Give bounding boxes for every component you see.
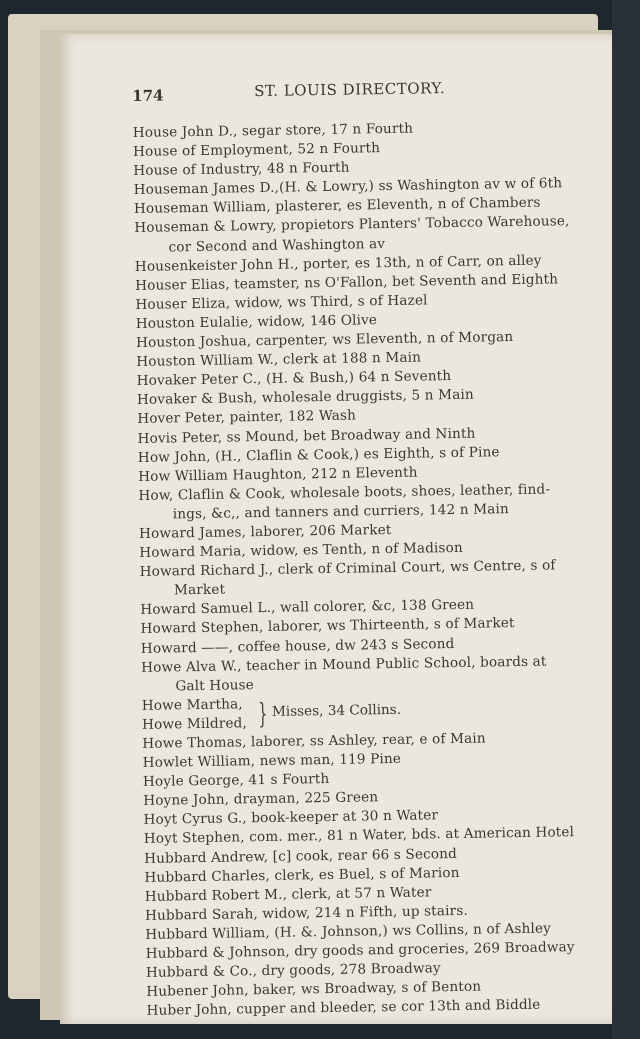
scan-background xyxy=(612,0,640,1039)
entry-text: Howe Thomas, laborer, ss Ashley, rear, e of Main xyxy=(142,730,486,752)
entry-text: Hubbard William, (H. &. Johnson,) ws Collins, n of Ashley xyxy=(145,920,552,943)
entry-text: Houston Eulalie, widow, 146 Olive xyxy=(135,312,378,332)
entry-text: Hubbard & Co., dry goods, 278 Broadway xyxy=(145,960,441,982)
entry-text: Hover Peter, painter, 182 Wash xyxy=(137,407,357,428)
entry-text: Hubbard Robert M., clerk, at 57 n Water xyxy=(144,884,432,905)
entry-text: Huber John, cupper and bleeder, se cor 13th and Biddle xyxy=(146,997,541,1020)
entry-text: Hubbard & Johnson, dry goods and groceries, 269 Broadway xyxy=(145,939,575,962)
entry-text: Howard Stephen, laborer, ws Thirteenth, s of Market xyxy=(140,615,515,638)
entry-text: Housenkeister John H., porter, es 13th, n of Carr, on alley xyxy=(134,252,542,275)
entry-list-top xyxy=(133,117,612,697)
page-content xyxy=(132,77,617,1022)
brace: } xyxy=(258,696,268,730)
entry-continuation: Market xyxy=(173,581,226,599)
entry-text: Hovaker & Bush, wholesale druggists, 5 n Main xyxy=(136,386,474,409)
entry-continuation: ings, &c,, and tanners and curriers, 142 n Main xyxy=(172,501,510,523)
entry-address: Misses, 34 Collins. xyxy=(271,701,402,720)
entry-continuation: cor Second and Washington av xyxy=(168,235,386,256)
page-title: ST. LOUIS DIRECTORY. xyxy=(253,79,446,101)
entry-text: House John D., segar store, 17 n Fourth xyxy=(132,120,414,141)
page-header xyxy=(132,77,603,124)
entry-text: Hoyle George, 41 s Fourth xyxy=(142,771,330,791)
entry-text: Hovaker Peter C., (H. & Bush,) 64 n Seventh xyxy=(136,368,452,390)
entry-text: Hubbard Sarah, widow, 214 n Fifth, up stairs. xyxy=(144,902,468,924)
entry-list-bottom xyxy=(142,728,616,1022)
page-number: 174 xyxy=(132,86,164,105)
entry-text: Hoyt Stephen, com. mer., 81 n Water, bds. at American Hotel xyxy=(143,824,575,848)
entry-text: Houser Elias, teamster, ns O'Fallon, bet Seventh and Eighth xyxy=(135,271,559,294)
entry-text: House of Industry, 48 n Fourth xyxy=(133,159,350,180)
entry-text: Hoyt Cyrus G., book-keeper at 30 n Water xyxy=(143,807,439,829)
entry-text: Hubener John, baker, ws Broadway, s of Benton xyxy=(146,978,482,1001)
entry-text: Hubbard Charles, clerk, es Buel, s of Marion xyxy=(144,864,460,886)
entry-text: Howard Samuel L., wall colorer, &c, 138 Green xyxy=(140,597,475,619)
entry-text: How William Haughton, 212 n Eleventh xyxy=(138,464,418,485)
entry-text: Howard ——, coffee house, dw 243 s Second xyxy=(140,635,455,657)
entry-text: Howard Maria, widow, es Tenth, n of Madison xyxy=(139,539,463,562)
entry-text: Houston William W., clerk at 188 n Main xyxy=(136,349,422,371)
entry-text: Howard Richard J., clerk of Criminal Court, ws Centre, s of xyxy=(139,557,556,581)
entry-text: Houston Joshua, carpenter, ws Eleventh, n of Morgan xyxy=(135,329,514,351)
entry-text: House of Employment, 52 n Fourth xyxy=(132,140,381,161)
entry-text: Howe Alva W., teacher in Mound Public School, boards at xyxy=(141,653,547,676)
misses-group xyxy=(142,689,613,735)
entry-text: Hovis Peter, ss Mound, bet Broadway and Ninth xyxy=(137,425,476,447)
entry-text: Howard James, laborer, 206 Market xyxy=(138,521,392,542)
entry-text: Houser Eliza, widow, ws Third, s of Hazel xyxy=(135,292,428,313)
entry-continuation: Galt House xyxy=(175,676,255,695)
entry-text: Houseman & Lowry, propietors Planters' Tobacco Warehouse, xyxy=(134,213,570,237)
entry-text: Hoyne John, drayman, 225 Green xyxy=(143,789,379,810)
entry-text: How John, (H., Claflin & Cook,) es Eighth, s of Pine xyxy=(137,443,500,466)
entry-text: Hubbard Andrew, [c] cook, rear 66 s Second xyxy=(144,845,458,867)
entry-text: Houseman James D.,(H. & Lowry,) ss Washington av w of 6th xyxy=(133,175,563,199)
entry-text: Howlet William, news man, 119 Pine xyxy=(142,750,402,772)
entry-text: How, Claflin & Cook, wholesale boots, shoes, leather, find- xyxy=(138,481,551,504)
entry-name: Howe Martha, xyxy=(141,696,243,714)
entry-text: Houseman William, plasterer, es Eleventh, n of Chambers xyxy=(133,194,541,218)
entry-name: Howe Mildred, xyxy=(141,715,248,733)
